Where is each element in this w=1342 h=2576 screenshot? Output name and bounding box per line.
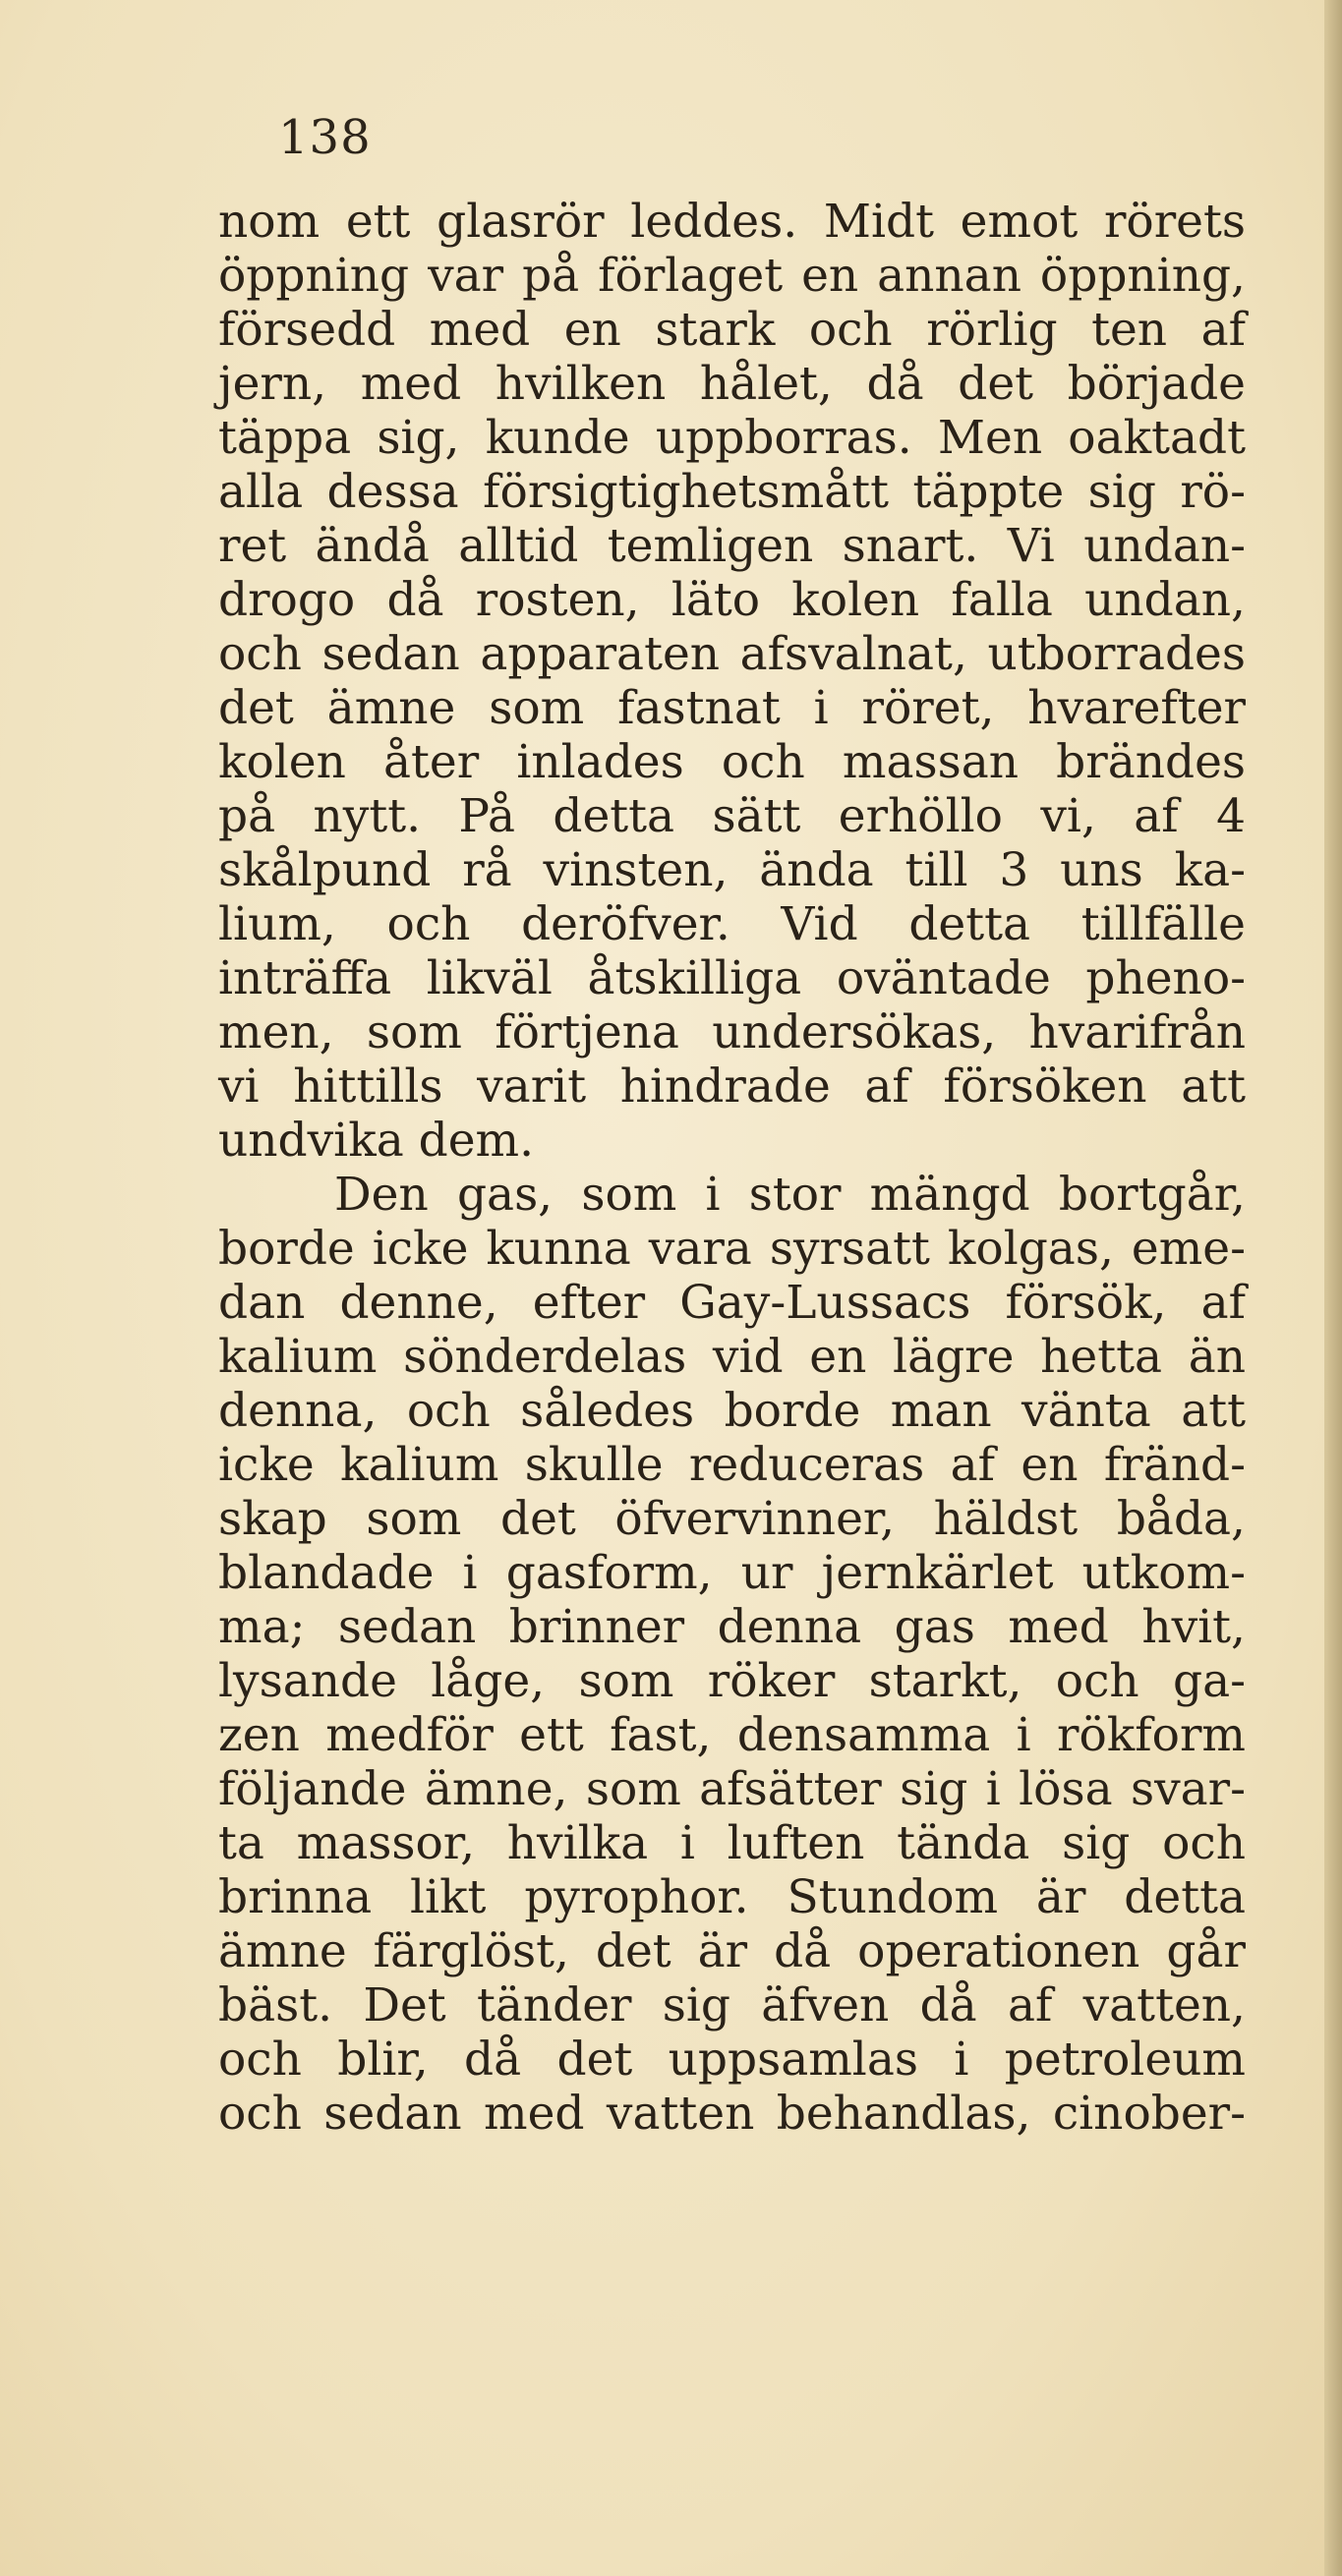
page-edge xyxy=(1324,0,1342,2576)
text-line: icke kalium skulle reduceras af en fränd- xyxy=(218,1438,1246,1492)
text-line: öppning var på förlaget en annan öppning, xyxy=(218,249,1246,303)
text-line: ret ändå alltid temligen snart. Vi undan- xyxy=(218,519,1246,573)
text-line: ta massor, hvilka i luften tända sig och xyxy=(218,1816,1246,1870)
page-number: 138 xyxy=(278,110,372,165)
text-line: zen medför ett fast, densamma i rökform xyxy=(218,1708,1246,1762)
text-line: skålpund rå vinsten, ända till 3 uns ka- xyxy=(218,843,1246,897)
text-line: kalium sönderdelas vid en lägre hetta än xyxy=(218,1330,1246,1384)
text-line: och sedan apparaten afsvalnat, utborrades xyxy=(218,627,1246,681)
text-line: brinna likt pyrophor. Stundom är detta xyxy=(218,1870,1246,1924)
text-line: bäst. Det tänder sig äfven då af vatten, xyxy=(218,1978,1246,2032)
paragraph-end-line: undvika dem. xyxy=(218,1114,535,1168)
text-line: försedd med en stark och rörlig ten af xyxy=(218,303,1246,357)
paragraph-start-line: Den gas, som i stor mängd bortgår, xyxy=(334,1168,1246,1222)
text-line: vi hittills varit hindrade af försöken att xyxy=(218,1059,1246,1114)
text-line: inträffa likväl åtskilliga oväntade pheno- xyxy=(218,951,1246,1005)
text-line: skap som det öfvervinner, häldst båda, xyxy=(218,1492,1246,1546)
text-line: följande ämne, som afsätter sig i lösa svar- xyxy=(218,1762,1246,1816)
text-line: borde icke kunna vara syrsatt kolgas, eme- xyxy=(218,1222,1246,1276)
text-line: alla dessa försigtighetsmått täppte sig rö- xyxy=(218,465,1246,519)
text-line: det ämne som fastnat i röret, hvarefter xyxy=(218,681,1246,735)
text-line: nom ett glasrör leddes. Midt emot rörets xyxy=(218,195,1246,249)
body-text xyxy=(218,195,1246,2141)
text-line: ma; sedan brinner denna gas med hvit, xyxy=(218,1600,1246,1654)
text-line: dan denne, efter Gay-Lussacs försök, af xyxy=(218,1276,1246,1330)
text-line: blandade i gasform, ur jernkärlet utkom- xyxy=(218,1546,1246,1600)
text-line: och sedan med vatten behandlas, cinober- xyxy=(218,2087,1246,2141)
text-line: kolen åter inlades och massan brändes xyxy=(218,735,1246,789)
text-line: täppa sig, kunde uppborras. Men oaktadt xyxy=(218,411,1246,465)
text-line: jern, med hvilken hålet, då det började xyxy=(218,357,1246,411)
text-line: och blir, då det uppsamlas i petroleum xyxy=(218,2032,1246,2087)
text-line: ämne färglöst, det är då operationen går xyxy=(218,1924,1246,1978)
text-line: på nytt. På detta sätt erhöllo vi, af 4 xyxy=(218,789,1246,843)
text-line: men, som förtjena undersökas, hvarifrån xyxy=(218,1005,1246,1059)
text-line: drogo då rosten, läto kolen falla undan, xyxy=(218,573,1246,627)
text-line: denna, och således borde man vänta att xyxy=(218,1384,1246,1438)
text-line: lium, och deröfver. Vid detta tillfälle xyxy=(218,897,1246,951)
text-line: lysande låge, som röker starkt, och ga- xyxy=(218,1654,1246,1708)
